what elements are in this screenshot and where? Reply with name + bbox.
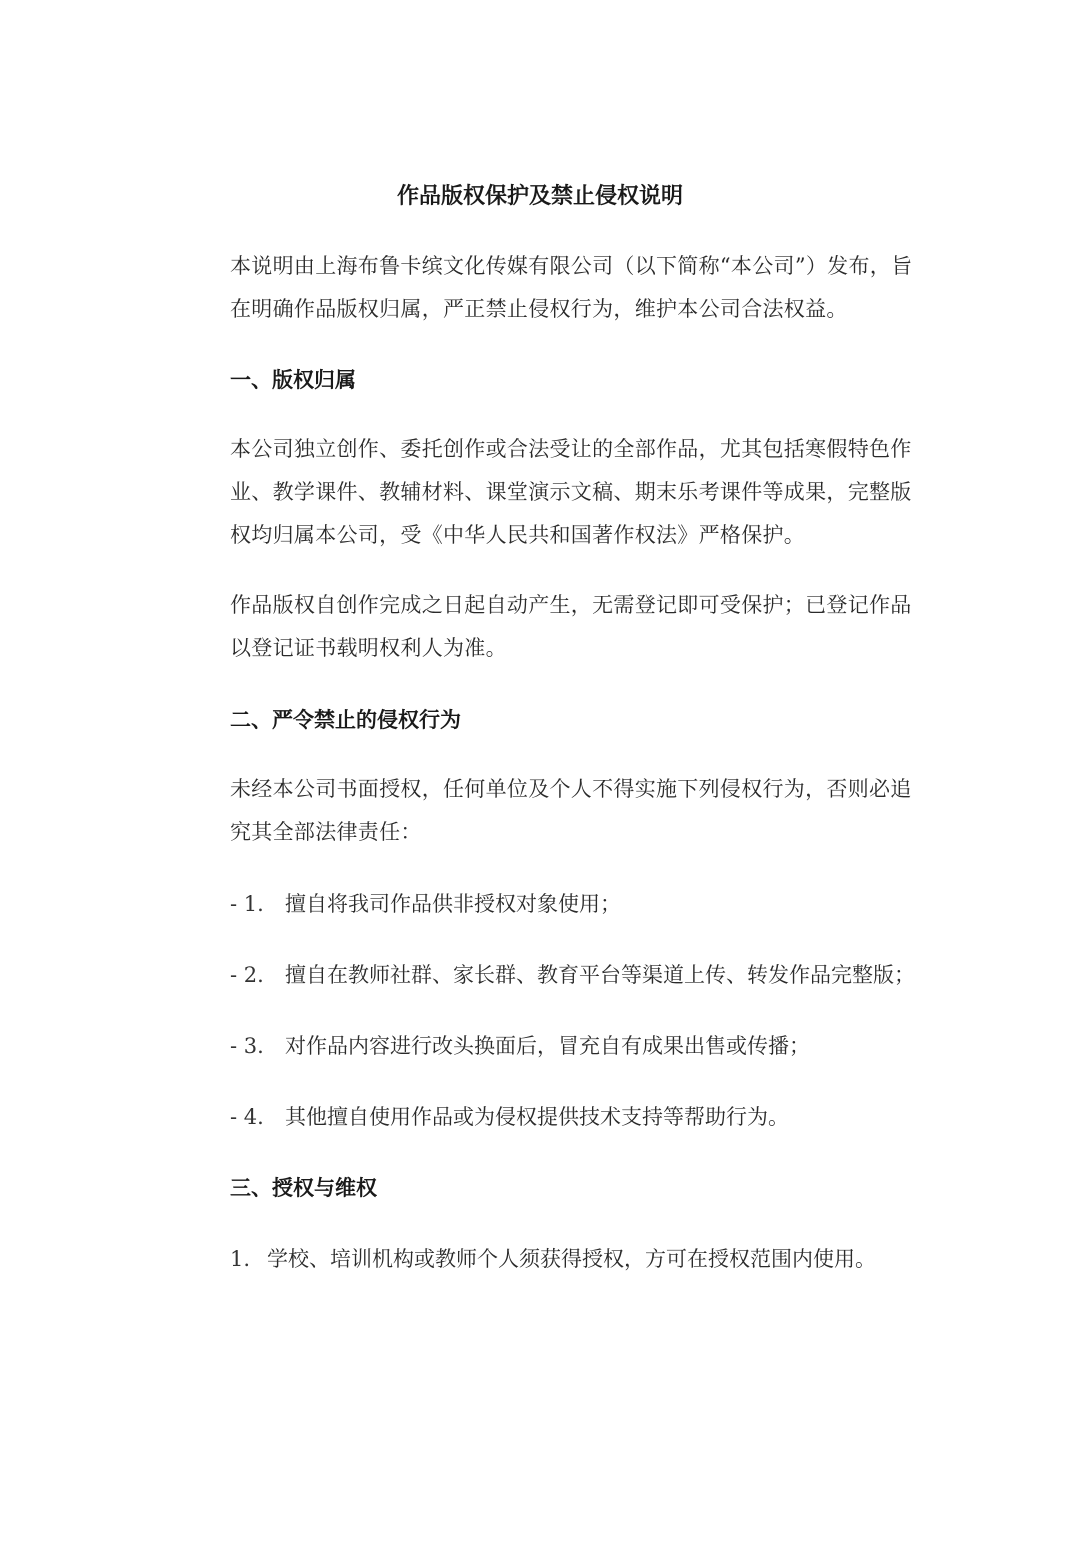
list-item-text: 擅自在教师社群、家长群、教育平台等渠道上传、转发作品完整版； [285,963,915,987]
list-marker: - 1. [230,892,264,916]
section-2-paragraph-1: 未经本公司书面授权，任何单位及个人不得实施下列侵权行为，否则必追究其全部法律责任： [230,777,912,844]
section-1-paragraph-1: 本公司独立创作、委托创作或合法受让的全部作品，尤其包括寒假特色作业、教学课件、教辅材料、课堂演示文稿、期末乐考课件等成果，完整版权均归属本公司，受《中华人民共和国著作权法》严格保护。 [230,437,912,547]
list-item [230,1243,950,1275]
list-item [230,1030,950,1062]
list-item-text: 其他擅自使用作品或为侵权提供技术支持等帮助行为。 [285,1105,789,1129]
list-marker: - 2. [230,963,264,987]
list-item-text: 擅自将我司作品供非授权对象使用； [285,892,621,916]
section-2-heading: 二、严令禁止的侵权行为 [230,707,461,732]
list-marker: 1. [230,1247,251,1271]
section-1-paragraph-2: 作品版权自创作完成之日起自动产生，无需登记即可受保护；已登记作品以登记证书载明权利人为准。 [230,593,912,660]
section-3-heading: 三、授权与维权 [230,1175,377,1200]
section-1-heading: 一、版权归属 [230,367,356,392]
list-marker: - 4. [230,1105,264,1129]
list-item [230,959,950,991]
list-item-text: 学校、培训机构或教师个人须获得授权，方可在授权范围内使用。 [267,1247,876,1271]
document-title: 作品版权保护及禁止侵权说明 [396,183,683,209]
list-item [230,888,950,920]
list-item [230,1101,950,1133]
intro-paragraph: 本说明由上海布鲁卡缤文化传媒有限公司（以下简称“本公司”）发布，旨在明确作品版权归属，严正禁止侵权行为，维护本公司合法权益。 [230,254,913,321]
list-marker: - 3. [230,1034,264,1058]
list-item-text: 对作品内容进行改头换面后，冒充自有成果出售或传播； [285,1034,810,1058]
